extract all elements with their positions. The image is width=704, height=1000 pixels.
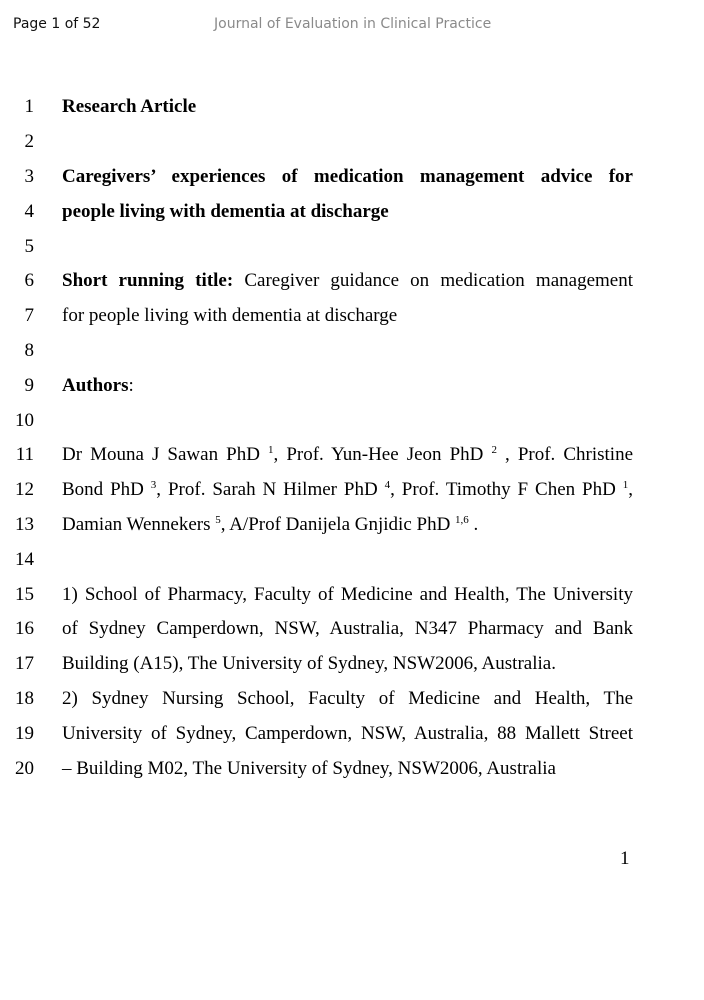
line-number: 12 [15, 479, 34, 500]
author-list: Bond PhD $^3$, Prof. Sarah N Hilmer PhD $^4$, Prof. Timothy F Chen PhD $^1$, [62, 479, 634, 500]
manuscript-line [0, 547, 704, 573]
author-name: Prof. Timothy F Chen PhD [401, 479, 616, 500]
manuscript-line [0, 651, 704, 677]
affiliation-mark: 3 [150, 479, 157, 491]
manuscript-line [0, 477, 704, 503]
author-name: Prof. Sarah N Hilmer PhD [167, 479, 378, 500]
line-number: 19 [15, 723, 34, 744]
affiliation-mark: 4 [384, 479, 391, 491]
affiliation-2-line3: – Building M02, The University of Sydney, NSW2006, Australia [62, 758, 556, 779]
affiliation-mark: 1,6 [455, 514, 469, 526]
line-number: 20 [15, 758, 34, 779]
article-title-line2: people living with dementia at discharge [62, 201, 389, 222]
line-number: 2 [24, 131, 34, 152]
line-number: 14 [15, 549, 34, 570]
manuscript-line [0, 303, 704, 329]
journal-name-header: Journal of Evaluation in Clinical Practice [214, 16, 492, 32]
manuscript-line [0, 234, 704, 260]
author-name: Dr Mouna J Sawan PhD [62, 444, 260, 465]
affiliation-2-line2: University of Sydney, Camperdown, NSW, Australia, 88 Mallett Street [62, 723, 633, 744]
line-number: 8 [24, 340, 34, 361]
affiliation-1-line3: Building (A15), The University of Sydney, NSW2006, Australia. [62, 653, 556, 674]
manuscript-line [0, 721, 704, 747]
manuscript-line [0, 442, 704, 468]
running-title-label: Short running title: [62, 270, 234, 291]
author-separator: , [390, 479, 395, 500]
line-number: 3 [24, 166, 34, 187]
author-separator: , [496, 444, 510, 465]
author-name: Damian Wennekers [62, 514, 211, 535]
affiliation-1-line1: 1) School of Pharmacy, Faculty of Medicine and Health, The University [62, 584, 633, 605]
line-number: 9 [24, 375, 34, 396]
page-number: 1 [620, 848, 630, 869]
manuscript-line [0, 199, 704, 225]
manuscript-line [0, 408, 704, 434]
manuscript-line [0, 373, 704, 399]
manuscript-line [0, 338, 704, 364]
line-number: 11 [15, 444, 34, 465]
authors-heading-colon: : [128, 375, 134, 396]
affiliation-mark: 2 [491, 444, 497, 456]
manuscript-line [0, 268, 704, 294]
affiliation-mark: 1 [268, 444, 274, 456]
manuscript-line [0, 94, 704, 120]
manuscript-line [0, 686, 704, 712]
author-list [62, 512, 633, 538]
line-number: 13 [15, 514, 34, 535]
manuscript-line [0, 512, 704, 538]
article-type: Research Article [62, 96, 197, 117]
affiliation-2-line1: 2) Sydney Nursing School, Faculty of Medicine and Health, The [62, 688, 633, 709]
running-title-line2: for people living with dementia at discharge [62, 305, 398, 326]
line-number: 18 [15, 688, 34, 709]
affiliation-mark: 5 [215, 514, 221, 526]
author-separator: , [220, 514, 226, 535]
line-number: 7 [24, 305, 34, 326]
line-number: 16 [15, 618, 34, 639]
author-name: Prof. Yun-Hee Jeon PhD [286, 444, 484, 465]
author-list: Dr Mouna J Sawan PhD $^1$, Prof. Yun-Hee Jeon PhD $^2$ , Prof. Christine [62, 444, 634, 465]
line-number: 10 [15, 410, 34, 431]
affiliation-mark: 1 [622, 479, 629, 491]
author-separator: , [156, 479, 162, 500]
author-separator: , [273, 444, 279, 465]
line-number: 17 [15, 653, 34, 674]
manuscript-line [0, 756, 704, 782]
running-title-line1: Caregiver guidance on medication management [244, 270, 633, 291]
authors-heading: Authors [62, 375, 129, 396]
page-count-label: Page 1 of 52 [13, 16, 101, 32]
line-number: 5 [24, 236, 34, 257]
affiliation-1-line2: of Sydney Camperdown, NSW, Australia, N347 Pharmacy and Bank [62, 618, 633, 639]
line-number: 6 [24, 270, 34, 291]
manuscript-line [0, 164, 704, 190]
author-separator: , [628, 479, 634, 500]
manuscript-line [0, 616, 704, 642]
author-separator: . [468, 514, 479, 535]
line-number: 1 [24, 96, 34, 117]
manuscript-line [0, 582, 704, 608]
manuscript-line [0, 129, 704, 155]
author-name: A/Prof Danijela Gnjidic PhD [229, 514, 451, 535]
article-title-line1: Caregivers’ experiences of medication management advice for [62, 166, 633, 187]
line-number: 15 [15, 584, 34, 605]
line-number: 4 [24, 201, 34, 222]
